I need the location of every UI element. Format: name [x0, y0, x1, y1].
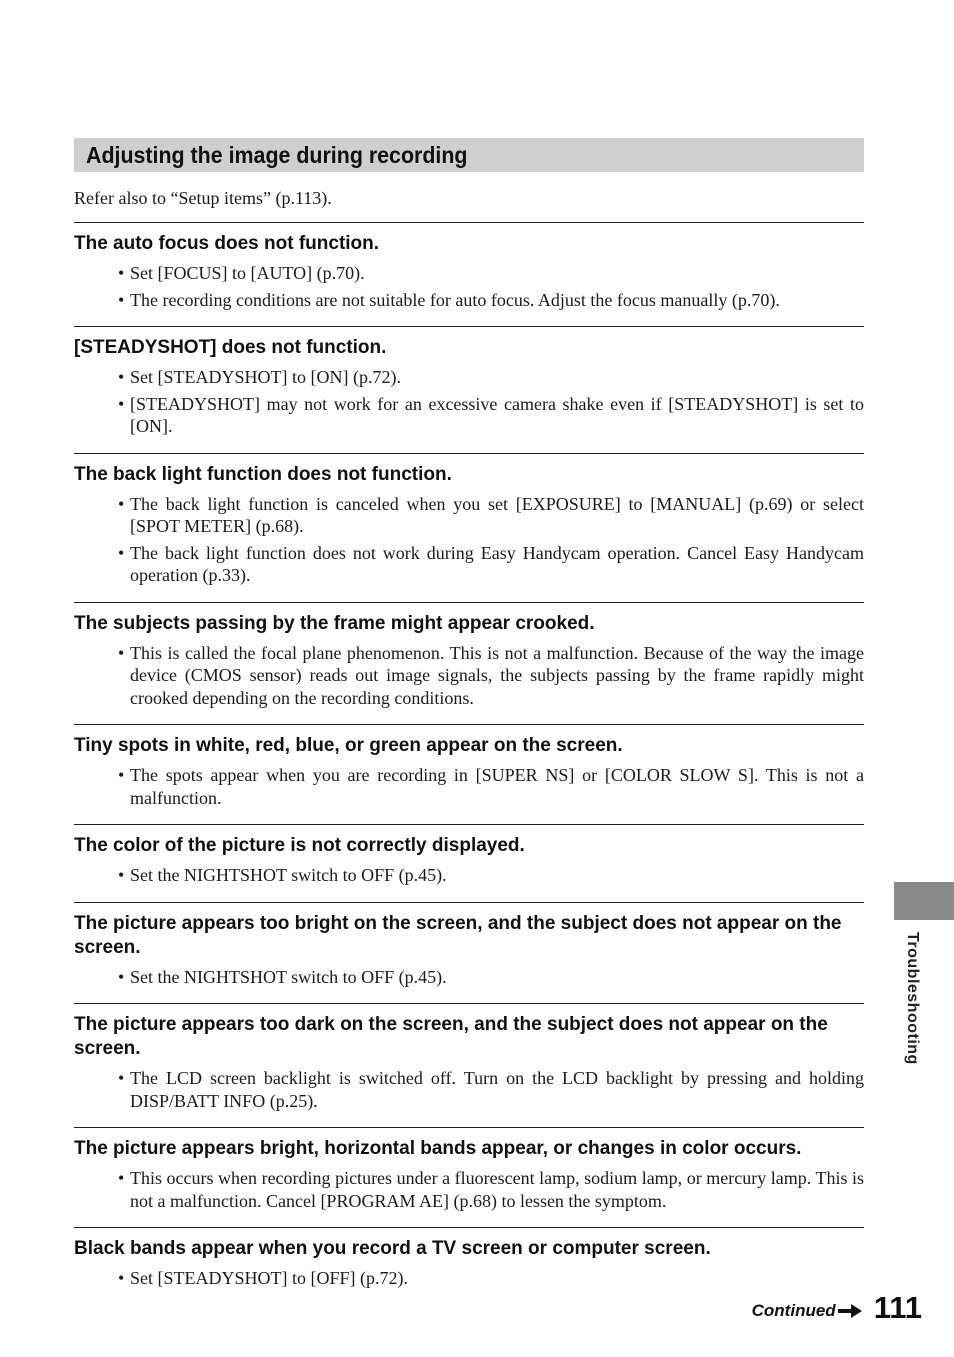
bullet-item: • The back light function does not work during Easy Handycam operation. Cancel Easy Handycam operation (p.33).	[118, 542, 864, 587]
topic-heading: The subjects passing by the frame might appear crooked.	[74, 612, 595, 634]
topic-section	[74, 1127, 864, 1227]
topic-heading: The picture appears bright, horizontal bands appear, or changes in color occurs.	[74, 1138, 802, 1159]
topic-heading: Tiny spots in white, red, blue, or green appear on the screen.	[74, 735, 623, 756]
bullet-item: • Set [FOCUS] to [AUTO] (p.70).	[118, 262, 864, 285]
bullet-item: • The recording conditions are not suitable for auto focus. Adjust the focus manually (p.70).	[118, 289, 864, 312]
section-title: Adjusting the image during recording	[86, 141, 468, 168]
chapter-tab	[894, 882, 954, 920]
continued-label: Continued	[751, 1301, 836, 1320]
topic-heading: The color of the picture is not correctly displayed.	[74, 835, 525, 856]
topic-heading: The picture appears too dark on the screen, and the subject does not appear on the screen.	[74, 1014, 828, 1059]
bullet-item: • Set the NIGHTSHOT switch to OFF (p.45).	[118, 966, 864, 989]
topic-section	[74, 902, 864, 1004]
section-header	[74, 138, 864, 172]
topic-heading: The back light function does not function.	[74, 463, 452, 485]
bullet-list	[74, 1267, 864, 1290]
topic-section	[74, 222, 864, 326]
topic-section	[74, 602, 864, 725]
bullet-list	[74, 864, 864, 887]
topic-heading: The picture appears too bright on the screen, and the subject does not appear on the screen.	[74, 912, 842, 958]
topic-list	[74, 222, 864, 1305]
bullet-list	[74, 366, 864, 438]
topic-section	[74, 724, 864, 824]
topic-section	[74, 1003, 864, 1127]
topic-heading: The auto focus does not function.	[74, 233, 380, 254]
bullet-list	[74, 1067, 864, 1112]
bullet-list	[74, 764, 864, 809]
bullet-item: • The spots appear when you are recording in [SUPER NS] or [COLOR SLOW S]. This is not a malfunction.	[118, 764, 864, 809]
bullet-item: • This is called the focal plane phenomenon. This is not a malfunction. Because of the way the image device (CMOS sensor) reads out image signals, the subjects passing by the frame rapidly might crooked depending on the recording conditions.	[118, 642, 864, 710]
chapter-label: Troubleshooting	[904, 932, 921, 1065]
bullet-item: • Set [STEADYSHOT] to [OFF] (p.72).	[118, 1267, 864, 1290]
bullet-list	[74, 966, 864, 989]
right-arrow-icon	[838, 1304, 862, 1318]
bullet-list	[74, 1167, 864, 1212]
page-footer	[700, 1288, 922, 1328]
bullet-item: • This occurs when recording pictures under a fluorescent lamp, sodium lamp, or mercury lamp. This is not a malfunction. Cancel [PROGRAM AE] (p.68) to lessen the symptom.	[118, 1167, 864, 1212]
intro-text: Refer also to “Setup items” (p.113).	[74, 188, 332, 208]
topic-section	[74, 326, 864, 453]
page-content	[74, 138, 864, 1305]
bullet-item: • Set the NIGHTSHOT switch to OFF (p.45).	[118, 864, 864, 887]
topic-section	[74, 824, 864, 902]
page-number: 111	[873, 1290, 922, 1325]
bullet-item: • [STEADYSHOT] may not work for an excessive camera shake even if [STEADYSHOT] is set to [ON].	[118, 393, 864, 438]
bullet-item: • Set [STEADYSHOT] to [ON] (p.72).	[118, 366, 864, 389]
topic-heading: [STEADYSHOT] does not function.	[74, 337, 387, 358]
bullet-item: • The LCD screen backlight is switched off. Turn on the LCD backlight by pressing and holding DISP/BATT INFO (p.25).	[118, 1067, 864, 1112]
topic-heading: Black bands appear when you record a TV screen or computer screen.	[74, 1238, 711, 1259]
bullet-list	[74, 262, 864, 311]
bullet-list	[74, 642, 864, 710]
bullet-item: • The back light function is canceled when you set [EXPOSURE] to [MANUAL] (p.69) or select [SPOT METER] (p.68).	[118, 493, 864, 538]
topic-section	[74, 453, 864, 602]
bullet-list	[74, 493, 864, 587]
